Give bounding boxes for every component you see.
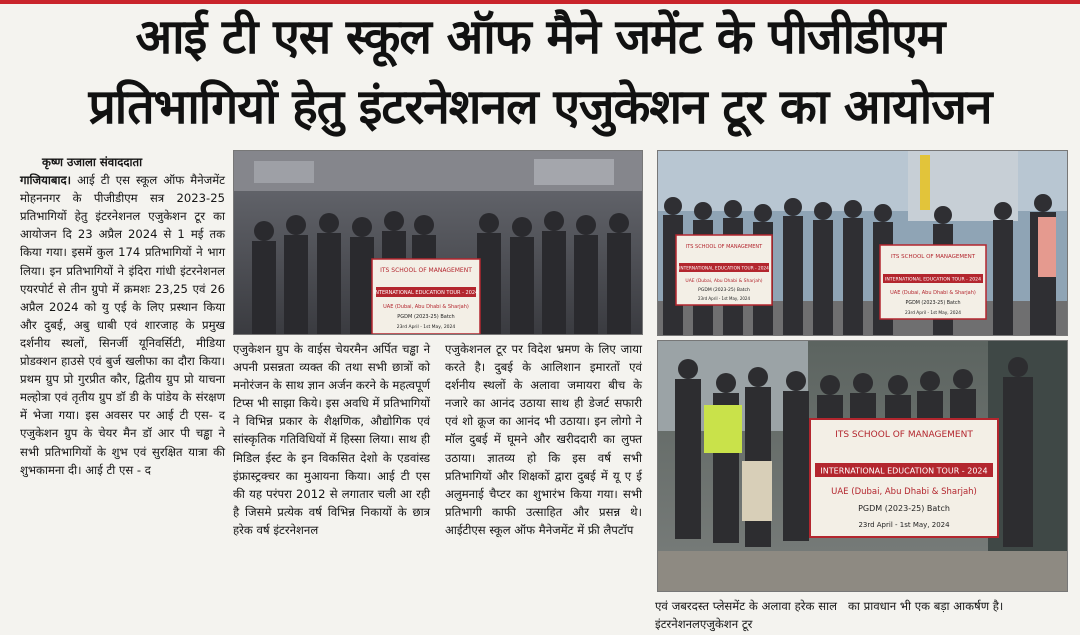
column-1-text: आई टी एस स्कूल ऑफ मैनेजमेंट मोहननगर के पीजीडीएम सत्र 2023-25 प्रतिभागियों हेतु इंटरनेशनल एजुकेशन टूर का आयोजन दि 23 अप्रैल 2024 से 1 मई तक किया गया। इसमें कुल 174 प्रतिभागियों ने भाग लिया। इन प्रतिभागियों ने इंदिरा गांधी इंटरनेशनल एयरपोर्ट से तीन ग्रुपो में क्रमशः 23,25 एवं 26 अप्रैल 2024 को यु एई के लिए प्रस्थान किया और दुबई, अबु धाबी एवं शारजाह के प्रमुख दर्शनीय स्थलों, सिनर्जी यूनिवर्सिटी, मीडिया प्रोडक्शन हाउसे एवं बुर्ज खलीफा का दौरा किया। प्रथम ग्रुप प्रो गुरप्रीत कौर, द्वितीय ग्रुप प्रो याचना मल्होत्रा एवं तृतीय ग्रुप डॉ डी के पांडेय के संरक्षण में भेजा गया। इस अवसर पर आई टी एस- द एजुकेशन ग्रुप के चेयर मैन डॉ आर पी चड्ढा ने सभी प्रतिभागियों के शुभ एवं सुरक्षित यात्रा की शुभकामना दी। आई टी एस - द [20,173,226,477]
byline: कृष्ण उजाला संवाददाता [42,155,143,169]
photo-group-outdoor [657,150,1068,336]
photo-2b-banner-line-2: INTERNATIONAL EDUCATION TOUR - 2024 [884,277,982,283]
top-rule [0,0,1080,4]
photo-2a-banner-line-1: ITS SCHOOL OF MANAGEMENT [685,244,763,250]
photo-3-banner-line-4: PGDM (2023-25) Batch [858,504,950,513]
photo-2a-banner-line-2: INTERNATIONAL EDUCATION TOUR - 2024 [679,266,769,272]
column-2-text: एजुकेशन ग्रुप के वाईस चेयरमैन अर्पित चड्ढा ने अपनी प्रसन्नता व्यक्त की तथा सभी छात्रों को मनोरंजन के साथ ज्ञान अर्जन करने के महत्वपूर्ण टिप्स भी साझा किये। इस अवधि में प्रतिभागियों ने विभिन्न प्रकार के शैक्षणिक, औद्योगिक एवं सांस्कृतिक गतिविधियों में हिस्सा लिया। साथ ही मिडिल ईस्ट के इन विकसित देशो के एडवांस्ड इंफ्रास्ट्रक्चर का मुआयना किया। आई टी एस की यह परंपरा 2012 से लगातार चली आ रही है जिसमे प्रत्येक वर्ष विभिन्न निकायों के छात्र हरेक वर्ष इंटरनेशनल [233,342,430,537]
photo-3-banner-line-2: INTERNATIONAL EDUCATION TOUR - 2024 [820,466,988,476]
headline-line-2: प्रतिभागियों हेतु इंटरनेशनल एजुकेशन टूर का आयोजन [88,79,992,135]
column-3-text: एजुकेशनल टूर पर विदेश भ्रमण के लिए जाया करते है। दुबई के आलिशान इमारतों एवं दर्शनीय स्थलों के अलावा जमायरा बीच के नजारे का आनंद उठाया साथ ही डेजर्ट सफारी एवं शो क्रूज का आनंद भी उठाया। इन लोगो ने मॉल दुबई में घूमने और खरीददारी का लुफ्त उठाया। ज्ञातव्य हो कि इस वर्ष सभी प्रतिभागियों और शिक्षकों द्वारा दुबई में यू ए ई अलुमनाई चैप्टर का शुभारंभ किया गया। सभी प्रतिभागी काफी उत्साहित और प्रसन्न थे। आईटीएस स्कूल ऑफ मैनेजमेंट में फ्री लैपटॉप [445,342,642,537]
photo-2a-banner-line-3: UAE (Dubai, Abu Dhabi & Sharjah) [685,279,763,284]
photo-1-banner-line-1: ITS SCHOOL OF MANAGEMENT [380,267,472,274]
photo-3-banner-line-1: ITS SCHOOL OF MANAGEMENT [835,430,973,440]
dateline-place: गाजियाबाद। [20,173,72,188]
photo-group-airport [233,150,643,335]
photo-3-banner-line-3: UAE (Dubai, Abu Dhabi & Sharjah) [831,487,977,497]
photo-group-mall [657,340,1068,592]
photo-1-banner-line-5: 23rd April - 1st May, 2024 [396,325,456,330]
photo-2a-banner-line-4: PGDM (2023-25) Batch [698,288,750,293]
article-column-5 [848,597,1063,615]
photo-2b-banner-line-4: PGDM (2023-25) Batch [905,301,961,306]
article-column-3 [445,340,642,539]
photo-1-banner-line-2: INTERNATIONAL EDUCATION TOUR - 2024 [373,290,479,296]
photo-3-banner-line-5: 23rd April - 1st May, 2024 [858,521,950,529]
photo-2a-banner-line-5: 23rd April - 1st May, 2024 [697,296,751,301]
article-column-2 [233,340,430,539]
column-4-text: एवं जबरदस्त प्लेसमेंट के अलावा हरेक साल इंटरनेशनलएजुकेशन टूर [655,599,837,632]
photo-2b-banner-line-1: ITS SCHOOL OF MANAGEMENT [890,254,976,260]
article-column-1 [20,153,225,479]
column-5-text: का प्रावधान भी एक बड़ा आकर्षण है। [848,599,1004,613]
photo-2b-banner-line-3: UAE (Dubai, Abu Dhabi & Sharjah) [890,290,976,296]
article-column-4 [655,597,837,633]
headline-line-1: आई टी एस स्कूल ऑफ मैने जमेंट के पीजीडीएम [135,9,945,65]
photo-1-banner-line-3: UAE (Dubai, Abu Dhabi & Sharjah) [383,304,469,310]
photo-1-banner-line-4: PGDM (2023-25) Batch [397,314,455,320]
photo-2b-banner-line-5: 23rd April - 1st May, 2024 [905,311,961,316]
